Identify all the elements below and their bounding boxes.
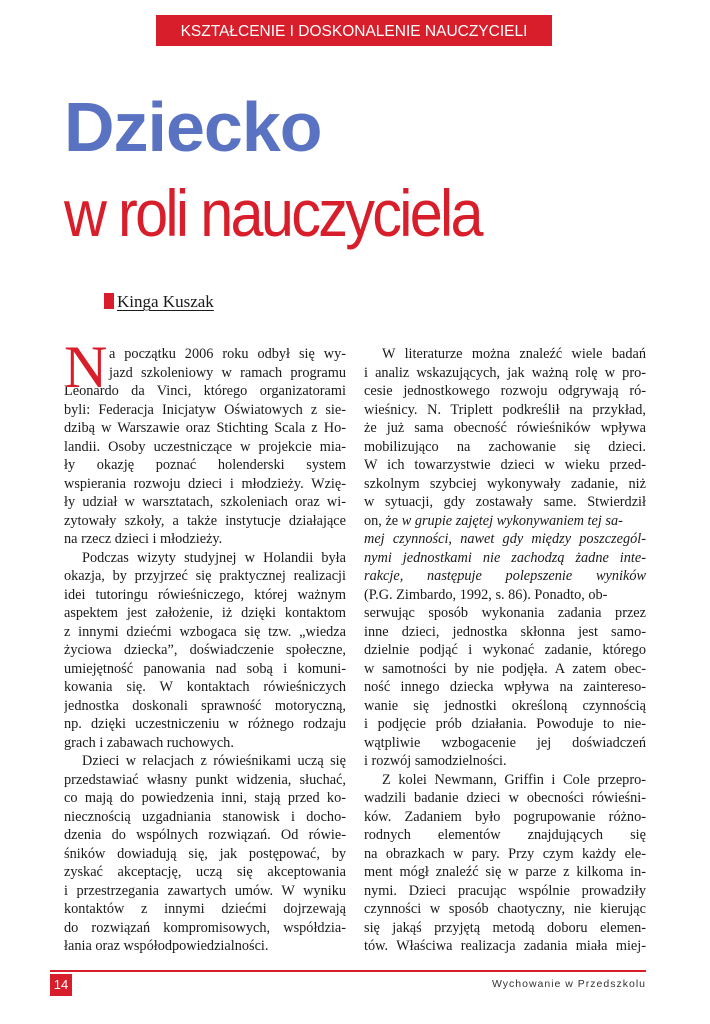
column-right (364, 345, 646, 956)
text-line: serwując sposób wykonania zadania przez (364, 605, 646, 621)
text-line: ków. Zadaniem było pogrupowanie różno- (364, 808, 646, 825)
text-line: czynności w sposób chaotyczny, nie kierując (364, 901, 646, 917)
text-line: szkolnym szybciej wykonywały zadanie, niż (364, 475, 646, 492)
text-line: kontaktów z innymi dziećmi dojrzewają (64, 901, 346, 917)
text-line (364, 530, 646, 549)
article-title-line-2: w roli nauczyciela (64, 176, 481, 250)
italic-quote-run: nymi jednostkami nie zachodzą żadne inte- (364, 549, 646, 566)
section-banner: KSZTAŁCENIE I DOSKONALENIE NAUCZYCIELI (156, 15, 552, 46)
italic-quote-run: w grupie zajętej wykonywaniem tej sa- (401, 512, 623, 529)
column-left (64, 334, 346, 956)
text-line: na obrazkach w pary. Przy czym każdy ele- (364, 845, 646, 862)
text-line: rodnych elementów znajdujących się (364, 827, 646, 843)
text-line: Leonardo da Vinci, którego organizatorami (64, 383, 346, 399)
text-line: umiejętność panowania nad sobą i komuni- (64, 660, 346, 677)
drop-cap: N (64, 334, 108, 400)
text-line: grach i zabawach ruchowych. (64, 734, 234, 751)
text-line: życiowa dziecka”, doświadczenie społeczne, (64, 642, 346, 658)
text-line (364, 512, 646, 531)
text-line: zyskać akceptację, uczą się akceptowania (64, 864, 346, 880)
byline (104, 290, 214, 314)
text-line: wadzili badanie dzieci w obecności rówieśni- (364, 790, 646, 806)
text-line: i podjęcie prób działania. Powoduje to nie- (364, 716, 646, 732)
text-line: ły okazję poznać holenderski system (64, 457, 346, 473)
text-line: ment mógł znaleźć się w parze z kilkoma in- (364, 864, 646, 880)
italic-quote-run: mej czynności, nawet gdy między poszczegól- (364, 531, 646, 547)
author-name: Kinga Kuszak (117, 292, 214, 311)
text-line: jednostka doskonali sprawność motoryczną, (64, 697, 346, 714)
footer-rule (50, 970, 646, 972)
text-line: i przestrzegania zawartych umów. W wyniku (64, 882, 346, 899)
text-line: wanie się jednostki określoną czynnością (364, 697, 646, 714)
text-line: (P.G. Zimbardo, 1992, s. 86). Ponadto, ob- (364, 586, 608, 603)
text-line: i rozwój samodzielności. (364, 753, 507, 769)
text-line: niecznością uzgadniania stanowisk i docho- (64, 808, 346, 825)
text-line: i analiz wskazujących, jak ważną rolę w pro- (364, 364, 646, 381)
text-line: się jakąś przyjętą metodą doboru elemen- (364, 919, 646, 936)
text-line: cesie jednostkowego rozwoju odgrywają ró- (364, 383, 646, 399)
text-line: łania oraz współodpowiedzialności. (64, 938, 269, 954)
text-line: Podczas wizyty studyjnej w Holandii była (82, 549, 346, 566)
text-run: on, że (364, 512, 402, 529)
text-line: w sytuacji, gdy zostawały same. Stwierdził (364, 494, 646, 510)
page-number: 14 (50, 974, 72, 996)
text-line: aspektem jest założenie, iż dzięki kontaktom (64, 605, 346, 621)
text-line: ność innego dziecka wpływa na zaintereso- (364, 679, 646, 695)
text-line: Z kolei Newmann, Griffin i Cole przepro- (382, 771, 646, 788)
text-line (364, 567, 646, 586)
text-line (364, 549, 646, 568)
text-line: nymi. Dzieci pracując wspólnie prowadziły (364, 882, 646, 899)
text-line: tów. Właściwa realizacja zadania miała miej- (364, 938, 646, 954)
byline-marker (104, 293, 114, 309)
text-line: jazd szkoleniowy w ramach programu (109, 364, 346, 381)
text-line: w samotności by nie podjęła. A zatem obec- (364, 660, 646, 677)
text-line: do rozwiązań kompromisowych, współdzia- (64, 919, 346, 936)
text-line: że już sama obecność rówieśników wpływa (364, 420, 646, 436)
text-line: np. dzięki uczestniczeniu w różnego rodzaju (64, 716, 346, 732)
italic-quote-run: rakcje, następuje polepszenie wyników (364, 568, 646, 584)
text-line: W ich towarzystwie dzieci w wieku przed- (364, 457, 646, 473)
text-line: Dzieci w relacjach z rówieśnikami uczą się (82, 753, 346, 769)
text-line: kowania się. W kontaktach rówieśniczych (64, 679, 346, 695)
text-line: wspierania rozwoju dzieci i młodzieży. Wzię- (64, 475, 346, 492)
text-line: wieśnicy. N. Triplett podkreślił na przykład, (364, 401, 646, 418)
text-line: mobilizująco na zachowanie się dzieci. (364, 438, 646, 455)
text-line: co mają do powiedzenia inni, stają przed ko- (64, 790, 346, 806)
text-line: na rzecz dzieci i młodzieży. (64, 531, 223, 547)
text-line: dzielnie podjąć i wykonać zadanie, którego (364, 642, 646, 658)
text-line: dzenia do wspólnych rozwiązań. Od rówie- (64, 827, 346, 843)
text-line: śników dowiadują się, jak postępować, by (64, 845, 346, 862)
text-line: okazja, by przyjrzeć się praktycznej realizacji (64, 568, 346, 584)
text-line: byli: Federacja Inicjatyw Oświatowych z sie- (64, 401, 346, 418)
text-line: W literaturze można znaleźć wiele badań (382, 346, 646, 362)
text-line: dzibą w Warszawie oraz Stichting Scala z Ho- (64, 420, 346, 436)
text-line: przedstawiać własny punkt widzenia, słuchać, (64, 771, 346, 788)
text-line: idei tutoringu rówieśniczego, której ważnym (64, 586, 346, 603)
text-line: inne dzieci, jednostka skłonna jest samo- (364, 623, 646, 640)
text-line: ły udział w warsztatach, szkoleniach oraz wi- (64, 494, 346, 510)
journal-name: Wychowanie w Przedszkolu (491, 978, 646, 990)
text-line: landii. Osoby uczestniczące w projekcie mia- (64, 438, 346, 455)
article-title-line-1: Dziecko (64, 88, 322, 166)
text-line: z innymi dziećmi wzbogaca się tzw. „wiedza (64, 623, 346, 640)
text-line: wątpliwie wzbogacenie jej doświadczeń (364, 734, 646, 751)
text-line: zytowały szkoły, a także instytucje działające (64, 512, 346, 529)
text-line: a początku 2006 roku odbył się wy- (109, 346, 346, 362)
